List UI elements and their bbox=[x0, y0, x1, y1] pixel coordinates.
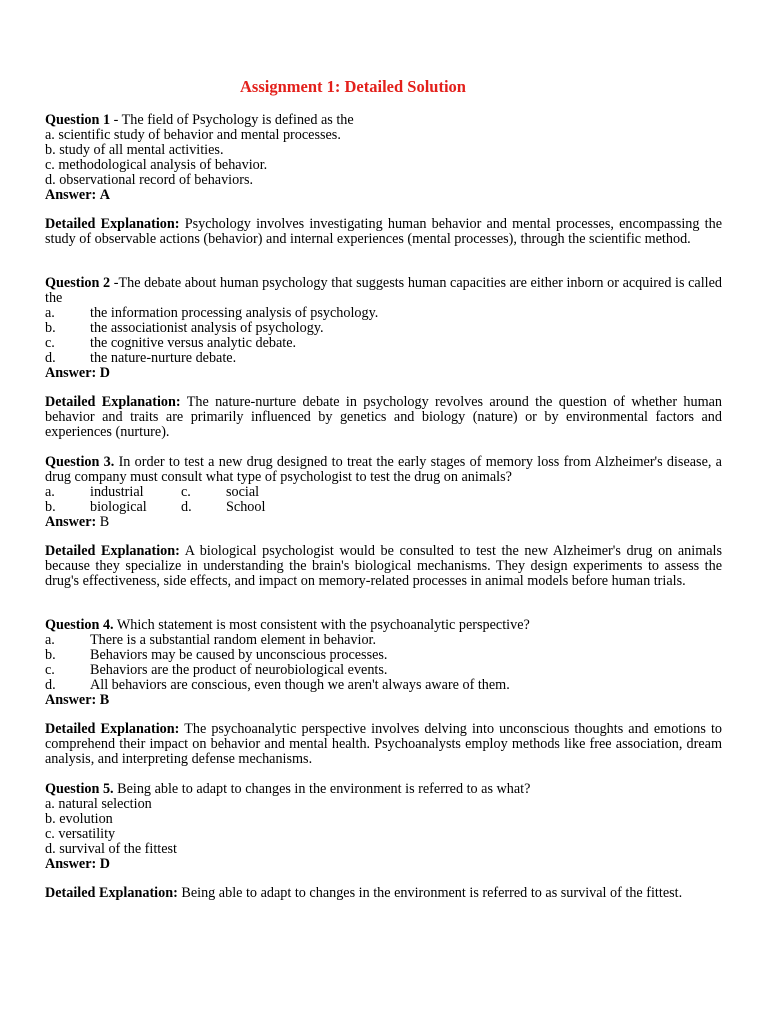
answer-line bbox=[45, 693, 722, 708]
question-1 bbox=[45, 113, 722, 203]
explanation-label: Detailed Explanation: bbox=[45, 216, 180, 232]
option: a. There is a substantial random element in behavior. bbox=[45, 632, 377, 648]
explanation-1 bbox=[45, 217, 722, 247]
question-text: In order to test a new drug designed to treat the early stages of memory loss from Alzheimer's disease, a drug company must consult what type of psychologist to test the drug on animals? bbox=[45, 454, 722, 485]
question-text: - The field of Psychology is defined as the bbox=[110, 112, 354, 128]
answer-line bbox=[45, 515, 722, 530]
answer-label: Answer: bbox=[45, 692, 97, 708]
question-label: Question 5. bbox=[45, 781, 114, 797]
option: d. observational record of behaviors. bbox=[45, 172, 254, 188]
answer-line bbox=[45, 188, 722, 203]
option: c. Behaviors are the product of neurobiological events. bbox=[45, 662, 388, 678]
answer-line bbox=[45, 366, 722, 381]
option: a. the information processing analysis of psychology. bbox=[45, 305, 379, 321]
option: b. Behaviors may be caused by unconscious processes. bbox=[45, 647, 388, 663]
explanation-4 bbox=[45, 722, 722, 767]
page-title: Assignment 1: Detailed Solution bbox=[240, 77, 466, 96]
question-label: Question 4. bbox=[45, 617, 114, 633]
explanation-text: The nature-nurture debate in psychology revolves around the question of whether human behavior and traits are primarily influenced by genetics and biology (nature) or by environmental factors and experiences (nurture). bbox=[45, 394, 722, 440]
option: b. the associationist analysis of psychology. bbox=[45, 320, 324, 336]
answer-label: Answer: bbox=[45, 514, 97, 530]
answer-value: A bbox=[99, 187, 111, 203]
question-text: Which statement is most consistent with the psychoanalytic perspective? bbox=[113, 617, 530, 633]
explanation-label: Detailed Explanation: bbox=[45, 885, 178, 901]
answer-label: Answer: bbox=[45, 856, 97, 872]
question-5 bbox=[45, 782, 722, 872]
option: d. the nature-nurture debate. bbox=[45, 350, 237, 366]
answer-value: B bbox=[99, 514, 110, 530]
answer-label: Answer: bbox=[45, 187, 97, 203]
option: c. methodological analysis of behavior. bbox=[45, 157, 268, 173]
option: b. evolution bbox=[45, 811, 113, 827]
explanation-text: Psychology involves investigating human behavior and mental processes, encompassing the study of observable actions (behavior) and internal experiences (mental processes), through the scientific method. bbox=[45, 216, 723, 247]
explanation-text: Being able to adapt to changes in the environment is referred to as survival of the fittest. bbox=[181, 885, 683, 901]
option: a. natural selection bbox=[45, 796, 152, 812]
explanation-label: Detailed Explanation: bbox=[45, 543, 180, 559]
question-4 bbox=[45, 618, 722, 708]
option: c. the cognitive versus analytic debate. bbox=[45, 335, 297, 351]
option-row: a. industrial c. social bbox=[45, 484, 260, 500]
answer-value: D bbox=[99, 856, 111, 872]
explanation-label: Detailed Explanation: bbox=[45, 394, 181, 410]
question-text: Being able to adapt to changes in the environment is referred to as what? bbox=[113, 781, 531, 797]
answer-line bbox=[45, 857, 722, 872]
answer-value: D bbox=[99, 365, 111, 381]
explanation-text: A biological psychologist would be consulted to test the new Alzheimer's drug on animals because they specialize in understanding the brain's biological mechanisms. They design experiments to assess the drug's effectiveness, side effects, and impact on memory-related processes in animal models before human trials. bbox=[45, 543, 722, 589]
option: d. survival of the fittest bbox=[45, 841, 177, 857]
option: b. study of all mental activities. bbox=[45, 142, 224, 158]
question-label: Question 2 bbox=[45, 275, 111, 291]
question-label: Question 3. bbox=[45, 454, 115, 470]
option: c. versatility bbox=[45, 826, 116, 842]
explanation-3 bbox=[45, 544, 722, 589]
explanation-5 bbox=[45, 886, 722, 901]
option-row: b. biological d. School bbox=[45, 499, 266, 515]
answer-label: Answer: bbox=[45, 365, 97, 381]
question-3 bbox=[45, 455, 722, 530]
question-text: -The debate about human psychology that suggests human capacities are either inborn or acquired is called the bbox=[45, 275, 722, 306]
explanation-label: Detailed Explanation: bbox=[45, 721, 180, 737]
explanation-text: The psychoanalytic perspective involves delving into unconscious thoughts and emotions to comprehend their impact on behavior and mental health. Psychoanalysts employ methods like free association, dream analysis, and interpreting defense mechanisms. bbox=[45, 721, 722, 767]
explanation-2 bbox=[45, 395, 722, 440]
question-label: Question 1 bbox=[45, 112, 111, 128]
question-2 bbox=[45, 276, 722, 381]
option: d. All behaviors are conscious, even though we aren't always aware of them. bbox=[45, 677, 510, 693]
answer-value: B bbox=[99, 692, 110, 708]
option: a. scientific study of behavior and mental processes. bbox=[45, 127, 341, 143]
